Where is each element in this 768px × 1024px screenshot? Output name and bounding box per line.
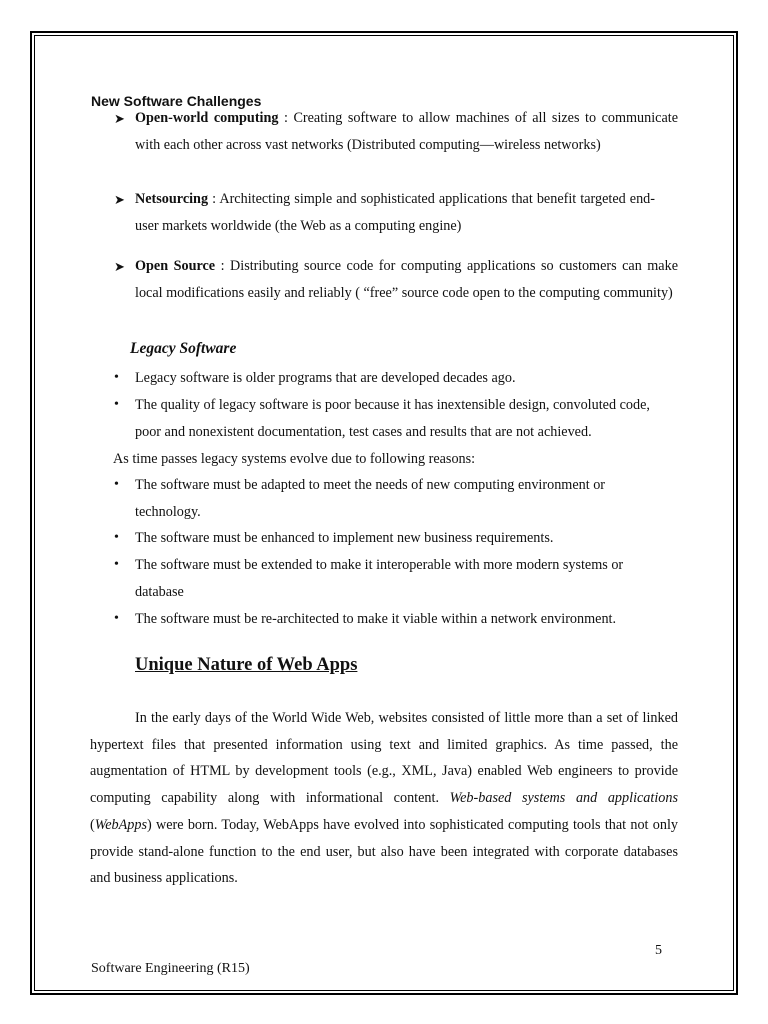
section-heading: New Software Challenges	[91, 93, 262, 109]
arrow-bullet-icon: ➤	[114, 259, 125, 274]
bullet-icon: •	[114, 370, 119, 385]
paragraph-text: ) were born. Today, WebApps have evolved into sophisticated computing tools that not only provide stand-alone function to the end user, but also have been integrated with corporate databases and business applications.	[90, 816, 678, 887]
bullet-icon: •	[114, 477, 119, 492]
paragraph-text: (	[90, 816, 95, 833]
bullet-icon: •	[114, 530, 119, 545]
challenge-text: : Architecting simple and sophisticated applications that benefit targeted end-user markets worldwide (the Web as a computing engine)	[135, 191, 655, 234]
challenge-term: Netsourcing	[135, 191, 209, 207]
legacy-reason-bullet: The software must be extended to make it interoperable with more modern systems or database	[135, 557, 624, 600]
legacy-reasons-intro: As time passes legacy systems evolve due to following reasons:	[113, 451, 476, 467]
legacy-reason-bullet: The software must be adapted to meet the needs of new computing environment or technology.	[135, 477, 606, 520]
legacy-bullet: The quality of legacy software is poor because it has inextensible design, convoluted code, poor and nonexistent documentation, test cases and results that are not achieved.	[135, 397, 650, 440]
challenge-term: Open Source	[135, 258, 216, 274]
paragraph-text: In the early days of the World Wide Web, websites consisted of little more than a set of linked hypertext files that presented information using text and limited graphics. As time passed, the augmentation of HTML by development tools (e.g., XML, Java) enabled Web engineers to provide computing capability along with informational content.	[90, 710, 678, 807]
bullet-icon: •	[114, 611, 119, 626]
challenge-term: Open-world computing	[135, 110, 279, 126]
paragraph-italic-text: WebApps	[94, 816, 148, 833]
footer-text: Software Engineering (R15)	[91, 961, 250, 976]
challenge-item	[135, 253, 678, 306]
arrow-bullet-icon: ➤	[114, 111, 125, 126]
webapps-section-title: Unique Nature of Web Apps	[135, 655, 358, 675]
challenge-text: : Distributing source code for computing applications so customers can make local modifications easily and reliably ( “free” source code open to the computing community)	[135, 258, 678, 301]
legacy-software-title: Legacy Software	[130, 340, 237, 357]
legacy-reason-bullet: The software must be enhanced to implement new business requirements.	[135, 530, 554, 546]
challenge-item	[135, 105, 678, 158]
challenge-text: : Creating software to allow machines of all sizes to communicate with each other across vast networks (Distributed computing—wireless networks)	[135, 110, 678, 153]
arrow-bullet-icon: ➤	[114, 192, 125, 207]
legacy-reason-bullet: The software must be re-architected to make it viable within a network environment.	[135, 611, 617, 627]
page-number: 5	[655, 943, 662, 958]
bullet-icon: •	[114, 397, 119, 412]
webapps-paragraph	[90, 705, 678, 892]
bullet-icon: •	[114, 557, 119, 572]
legacy-bullet: Legacy software is older programs that are developed decades ago.	[135, 370, 516, 386]
paragraph-italic-text: Web-based systems and applications	[449, 790, 678, 807]
challenge-item	[135, 186, 655, 239]
